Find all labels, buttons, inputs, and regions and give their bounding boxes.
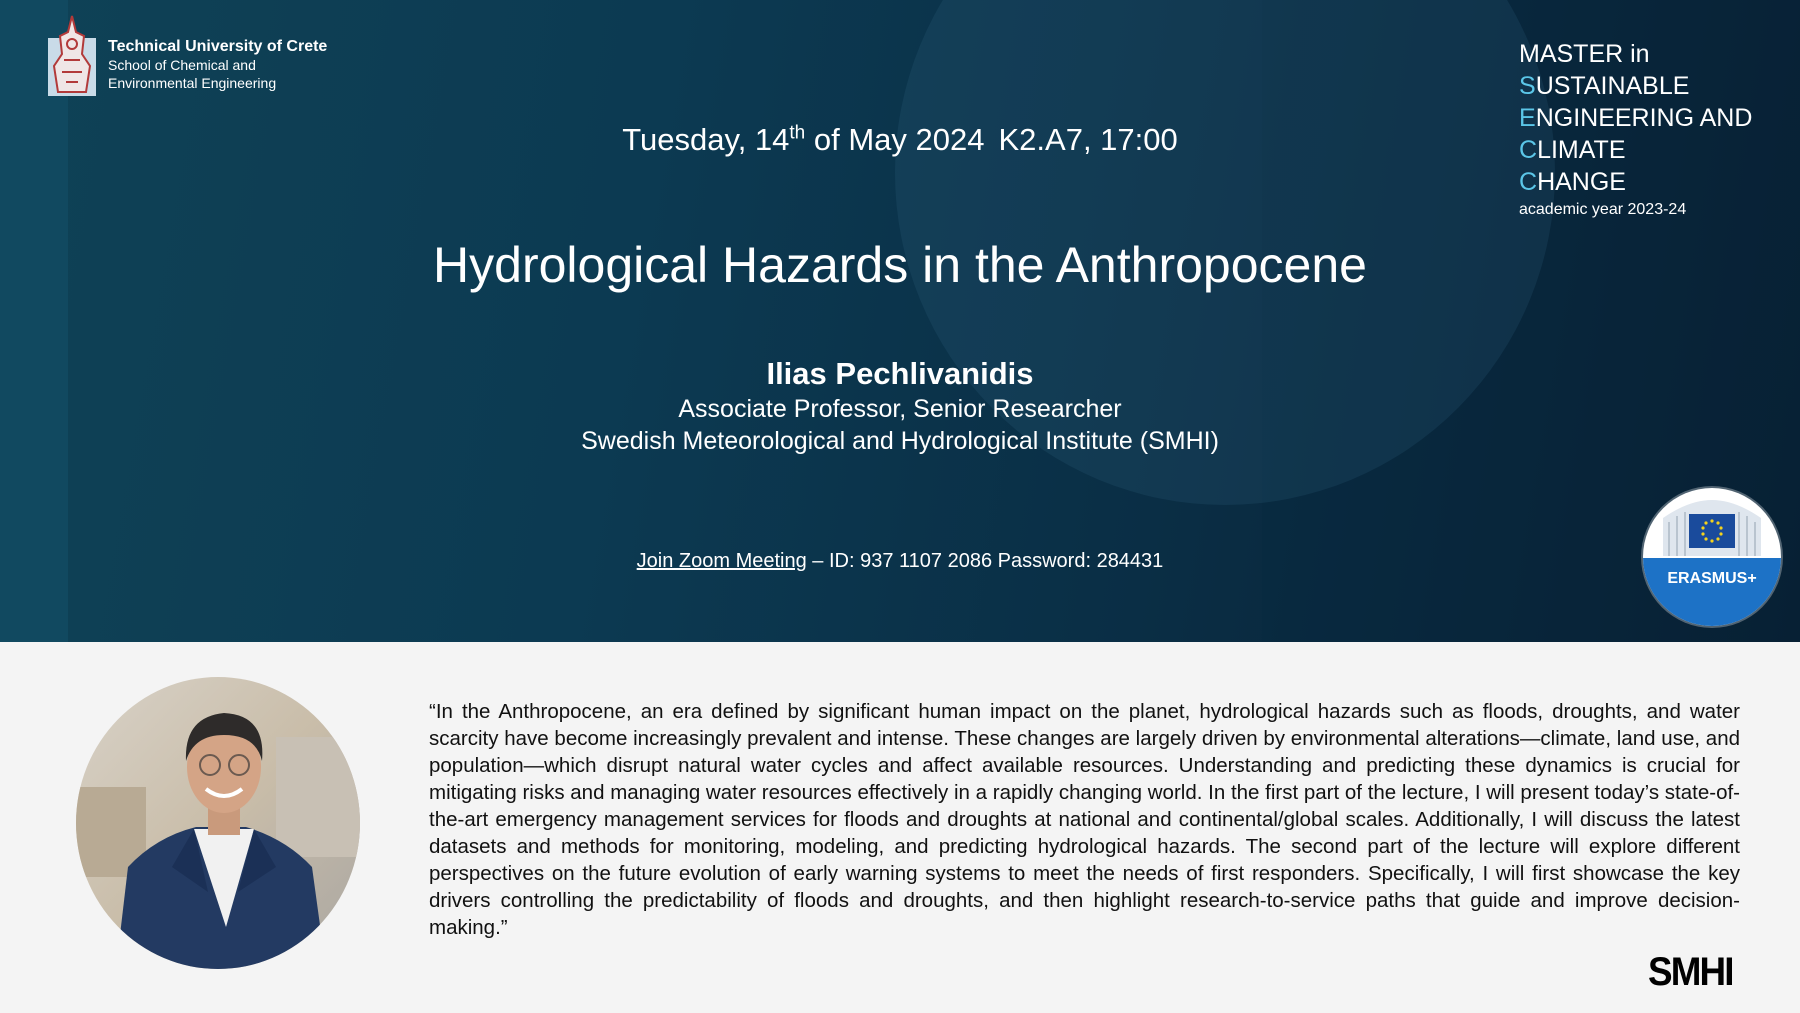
eu-building-icon: [1659, 496, 1765, 556]
school-line-1: School of Chemical and: [108, 57, 256, 73]
speaker-position: Associate Professor, Senior Researcher: [678, 395, 1122, 423]
lecture-abstract: “In the Anthropocene, an era defined by significant human impact on the planet, hydrological hazards such as floods, droughts, and water scarcity have become increasingly prevalent and intense. These changes are largely driven by environmental alterations—climate, land use, and population—which disrupt natural water cycles and affect available resources. Understanding and predicting these dynamics is crucial for mitigating risks and managing water resources effectively in a rapidly changing world. In the first part of the lecture, I will present today’s state-of-the-art emergency management services for floods and droughts at national and continental/global scales. Additionally, I will discuss the latest datasets and methods for monitoring, modeling, and predicting hydrological hazards. The second part of the lecture will explore different perspectives on the future evolution of early warning systems to meet the needs of first responders. Specifically, I will first showcase the key drivers controlling the predictability of floods and droughts, and then highlight research-to-service paths that guide and improve decision-making.”: [429, 700, 1740, 939]
university-block: [108, 38, 327, 92]
erasmus-badge: [1643, 488, 1781, 626]
program-line-climate: CLIMATE: [1519, 136, 1626, 164]
university-name: Technical University of Crete: [108, 38, 328, 55]
speaker-photo: [76, 677, 360, 969]
event-room-time: K2.A7, 17:00: [998, 122, 1178, 157]
zoom-info: [0, 550, 1800, 573]
program-line-engineering: ENGINEERING AND: [1519, 104, 1753, 132]
program-line-sustainable: SUSTAINABLE: [1519, 72, 1690, 100]
erasmus-band: [1643, 558, 1781, 626]
event-ordinal: th: [789, 122, 806, 144]
lecture-title: Hydrological Hazards in the Anthropocene: [433, 237, 1367, 293]
erasmus-label: ERASMUS+: [1667, 570, 1757, 587]
program-line-change: CHANGE: [1519, 168, 1626, 196]
program-line-1: MASTER in: [1519, 40, 1650, 68]
speaker-block: [0, 355, 1800, 457]
event-day: Tuesday, 14: [622, 122, 790, 157]
event-month-year: of May 2024: [813, 122, 985, 157]
speaker-institute: Swedish Meteorological and Hydrological Institute (SMHI): [581, 427, 1219, 455]
program-block: [1519, 38, 1752, 221]
academic-year: academic year 2023-24: [1519, 201, 1687, 218]
zoom-details: – ID: 937 1107 2086 Password: 284431: [806, 550, 1164, 572]
join-zoom-link[interactable]: Join Zoom Meeting: [636, 550, 807, 572]
speaker-name: Ilias Pechlivanidis: [766, 356, 1034, 391]
university-logo-icon: [46, 14, 98, 98]
school-line-2: Environmental Engineering: [108, 75, 277, 91]
smhi-logo: SMHI: [1648, 950, 1733, 994]
